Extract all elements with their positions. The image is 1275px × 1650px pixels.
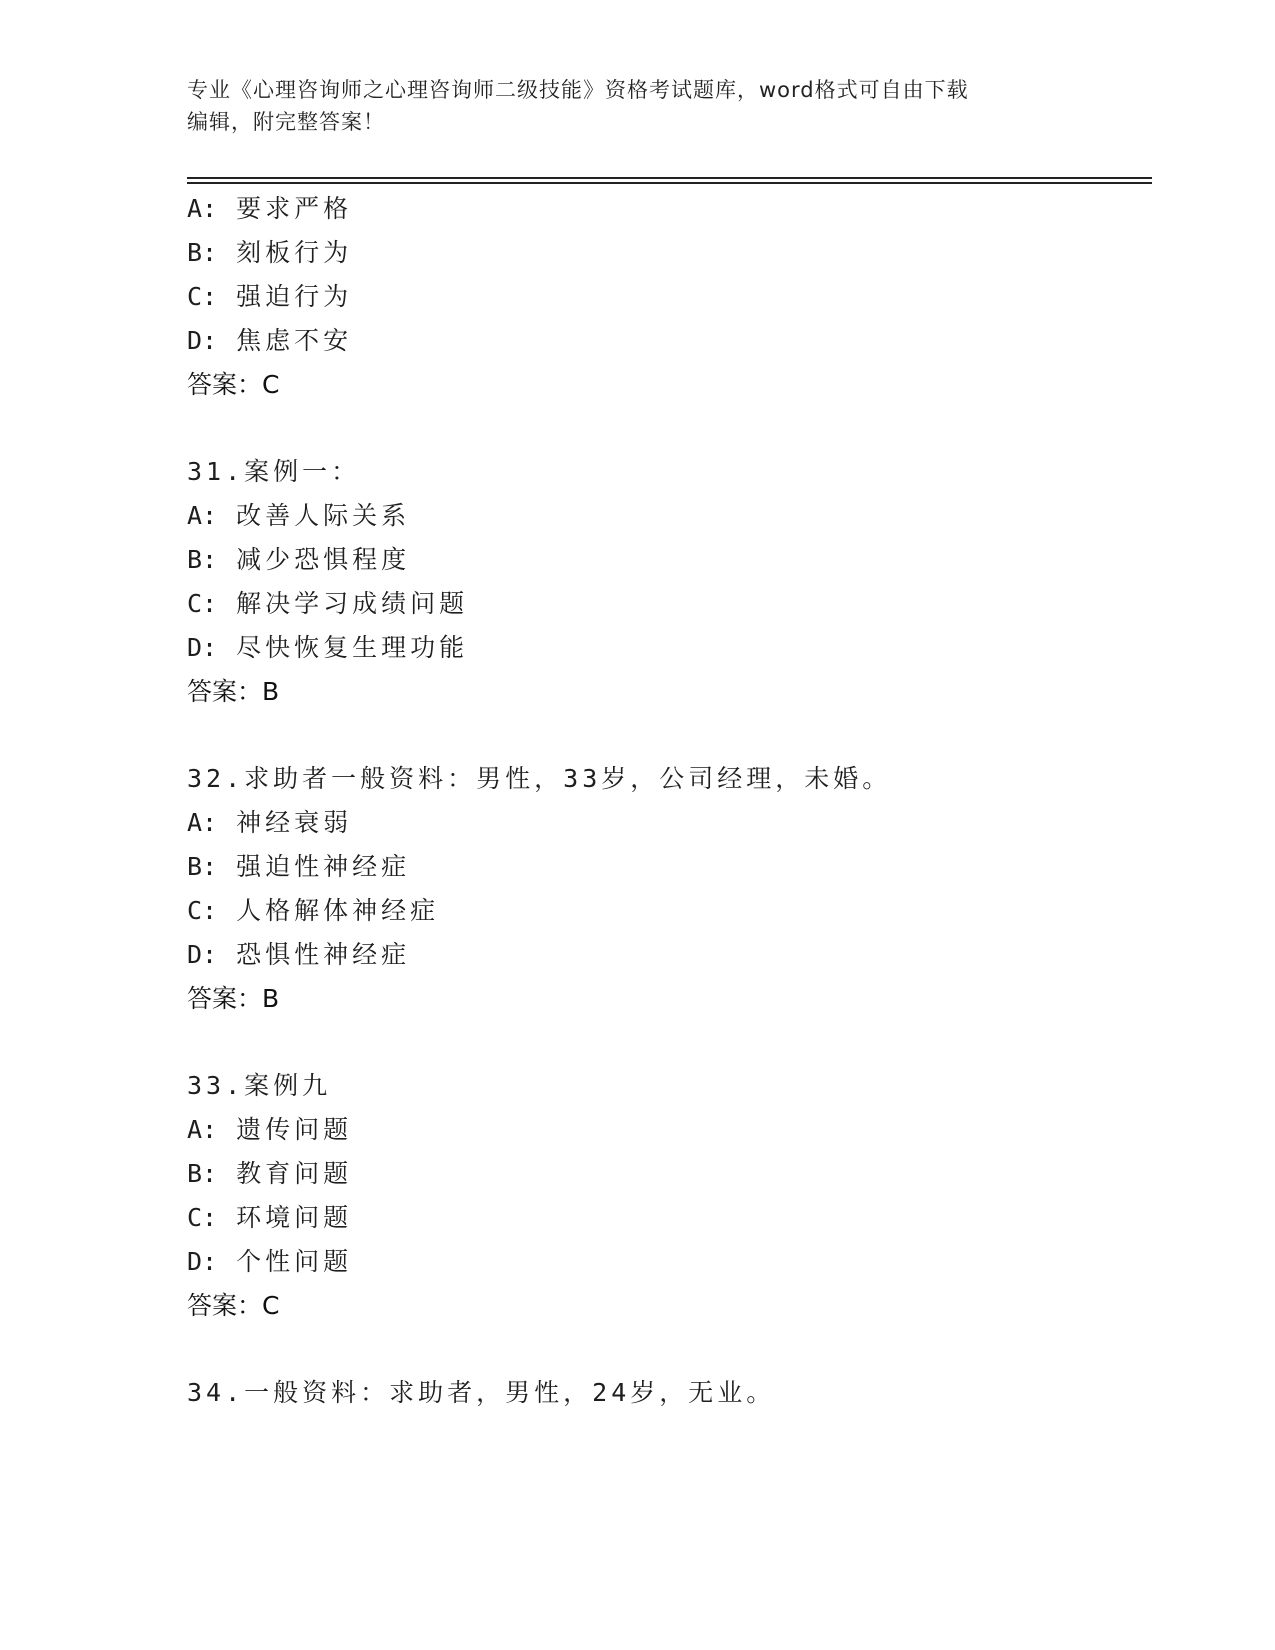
header-divider-top xyxy=(187,177,1152,179)
option-c xyxy=(187,588,468,620)
option-label: C: xyxy=(187,1203,218,1232)
option-d xyxy=(187,325,352,357)
option-label: B: xyxy=(187,238,218,267)
option-label: A: xyxy=(187,808,218,837)
option-text: 尽快恢复生理功能 xyxy=(236,633,469,662)
header-divider-bottom xyxy=(187,182,1152,184)
answer-line: 答案：B xyxy=(187,984,280,1013)
option-d xyxy=(187,1246,352,1278)
option-b xyxy=(187,851,410,883)
option-text: 人格解体神经症 xyxy=(236,896,440,925)
option-text: 改善人际关系 xyxy=(236,501,411,530)
option-text: 解决学习成绩问题 xyxy=(236,589,469,618)
header-line-2: 编辑，附完整答案！ xyxy=(187,110,385,134)
option-label: A: xyxy=(187,194,218,223)
header-line-1: 专业《心理咨询师之心理咨询师二级技能》资格考试题库，word格式可自由下载 xyxy=(187,78,969,102)
option-c xyxy=(187,281,352,313)
option-text: 减少恐惧程度 xyxy=(236,545,411,574)
option-label: D: xyxy=(187,326,218,355)
option-c xyxy=(187,895,439,927)
answer-line: 答案：C xyxy=(187,1291,280,1320)
option-b xyxy=(187,237,352,269)
option-text: 焦虑不安 xyxy=(236,326,353,355)
question-32: 32.求助者一般资料：男性，33岁，公司经理，未婚。 xyxy=(187,764,892,793)
option-text: 要求严格 xyxy=(236,194,353,223)
question-31: 31.案例一： xyxy=(187,457,361,486)
option-label: D: xyxy=(187,633,218,662)
option-a xyxy=(187,500,410,532)
option-text: 个性问题 xyxy=(236,1247,353,1276)
option-label: D: xyxy=(187,940,218,969)
option-c xyxy=(187,1202,352,1234)
option-label: C: xyxy=(187,282,218,311)
option-a xyxy=(187,807,352,839)
option-label: D: xyxy=(187,1247,218,1276)
question-34: 34.一般资料：求助者，男性，24岁，无业。 xyxy=(187,1378,776,1407)
option-d xyxy=(187,632,468,664)
answer-line: 答案：B xyxy=(187,677,280,706)
question-33: 33.案例九 xyxy=(187,1071,332,1100)
option-text: 强迫行为 xyxy=(236,282,353,311)
option-label: C: xyxy=(187,896,218,925)
option-label: A: xyxy=(187,1115,218,1144)
option-text: 神经衰弱 xyxy=(236,808,353,837)
option-text: 环境问题 xyxy=(236,1203,353,1232)
option-b xyxy=(187,1158,352,1190)
option-label: A: xyxy=(187,501,218,530)
option-text: 刻板行为 xyxy=(236,238,353,267)
option-a xyxy=(187,1114,352,1146)
option-text: 教育问题 xyxy=(236,1159,353,1188)
option-text: 遗传问题 xyxy=(236,1115,353,1144)
option-label: B: xyxy=(187,545,218,574)
option-text: 恐惧性神经症 xyxy=(236,940,411,969)
option-label: B: xyxy=(187,852,218,881)
option-a xyxy=(187,193,352,225)
option-label: B: xyxy=(187,1159,218,1188)
option-b xyxy=(187,544,410,576)
option-text: 强迫性神经症 xyxy=(236,852,411,881)
option-d xyxy=(187,939,410,971)
option-label: C: xyxy=(187,589,218,618)
document-header xyxy=(187,74,1087,138)
answer-line: 答案：C xyxy=(187,370,280,399)
